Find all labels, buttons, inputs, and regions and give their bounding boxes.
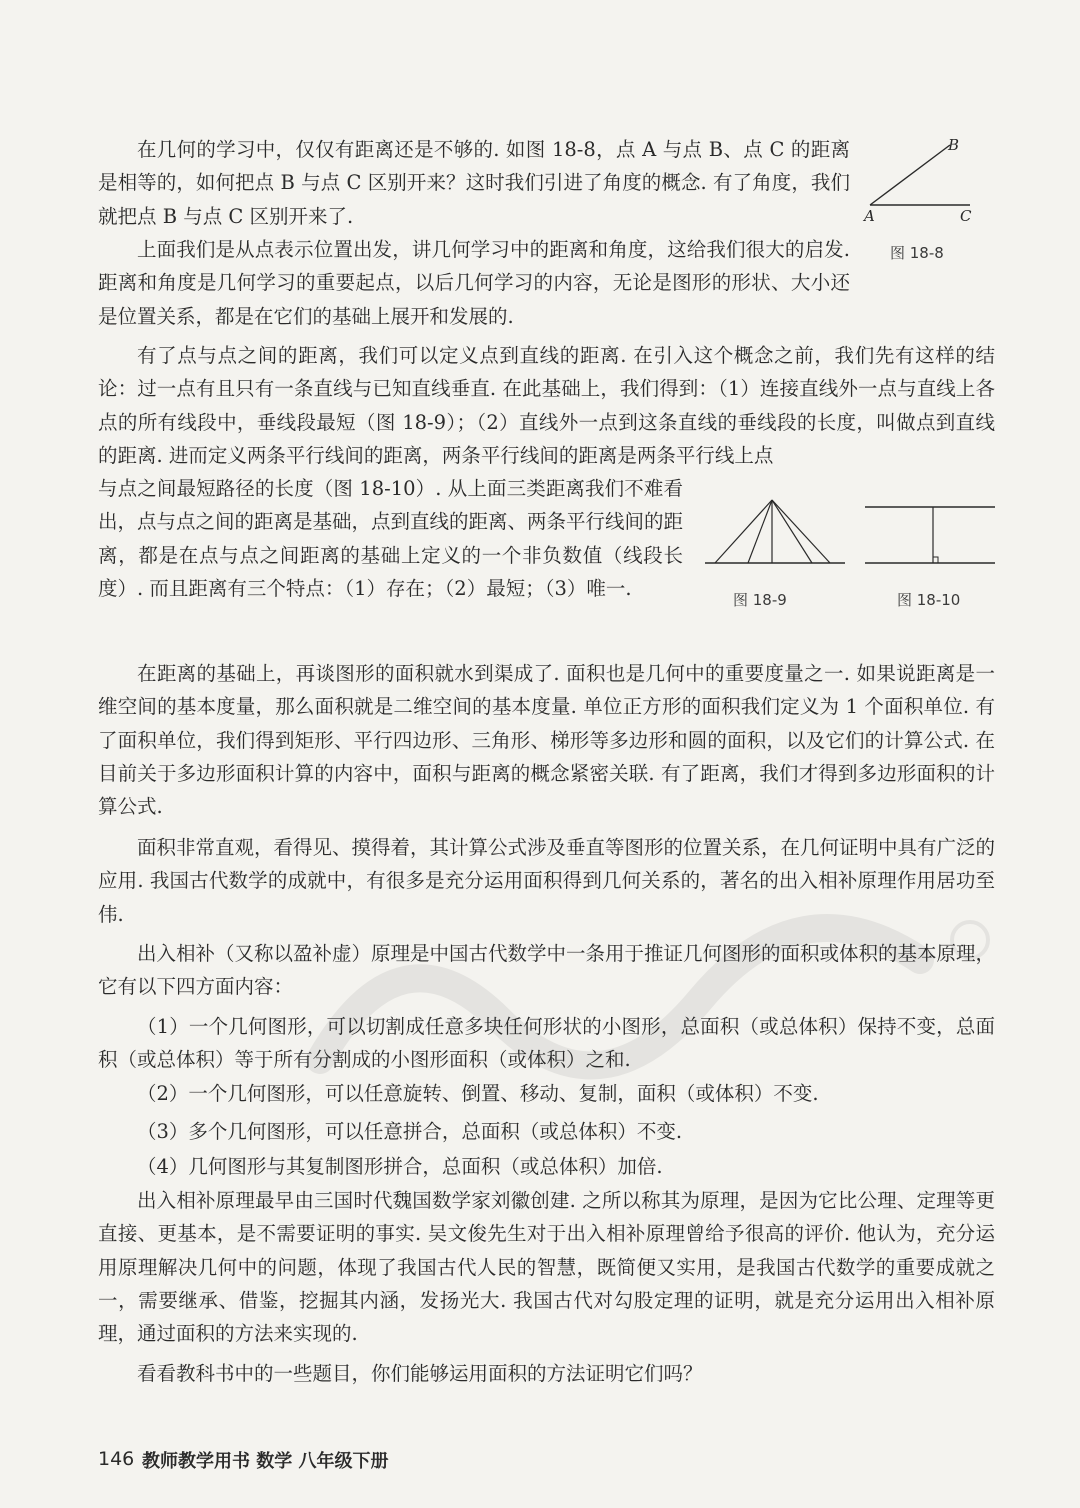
figure-18-8 bbox=[860, 135, 990, 225]
paragraph-point-line-distance: 有了点与点之间的距离，我们可以定义点到直线的距离. 在引入这个概念之前，我们先有这样的结论：过一点有且只有一条直线与已知直线垂直. 在此基础上，我们得到：（1）连接直线外一点与直线上各点的所有线段中，垂线段最短（图 18-9）；（2）直线外一点到这条直线的垂线段的长度，叫做点到直线的距离. 进而定义两条平行线间的距离，两条平行线间的距离是两条平行线上点 bbox=[98, 344, 995, 467]
paragraph-liu-hui: 出入相补原理最早由三国时代魏国数学家刘徽创建. 之所以称其为原理，是因为它比公理、定理等更直接、更基本，是不需要证明的事实. 吴文俊先生对于出入相补原理曾给予很高的评价. 他认为，充分运用原理解决几何中的问题，体现了我国古代人民的智慧，既简便又实用，是我国古代数学的重要成就之一，需要继承、借鉴，挖掘其内涵，发扬光大. 我国古代对勾股定理的证明，就是充分运用出入相补原理，通过面积的方法来实现的. bbox=[98, 1189, 995, 1346]
page-number: 146 bbox=[98, 1448, 135, 1470]
paragraph-principle-intro: 出入相补（又称以盈补虚）原理是中国古代数学中一条用于推证几何图形的面积或体积的基本原理，它有以下四方面内容： bbox=[98, 942, 996, 999]
principle-item-1: （1）一个几何图形，可以切割成任意多块任何形状的小图形，总面积（或总体积）保持不变，总面积（或总体积）等于所有分割成的小图形面积（或体积）之和. bbox=[98, 1015, 995, 1072]
figure-18-10 bbox=[860, 495, 1000, 575]
paragraph-area-intuitive: 面积非常直观，看得见、摸得着，其计算公式涉及垂直等图形的位置关系，在几何证明中具有广泛的应用. 我国古代数学的成就中，有很多是充分运用面积得到几何关系的，著名的出入相补原理作用居功至伟. bbox=[98, 836, 996, 926]
figure-18-9 bbox=[700, 495, 850, 575]
principle-item-4: （4）几何图形与其复制图形拼合，总面积（或总体积）加倍. bbox=[137, 1155, 663, 1178]
paragraph-distance-properties: 与点之间最短路径的长度（图 18-10）. 从上面三类距离我们不难看出，点与点之间的距离是基础，点到直线的距离、两条平行线间的距离，都是在点与点之间距离的基础上定义的一个非负数值（线段长度）. 而且距离有三个特点：（1）存在；（2）最短；（3）唯一. bbox=[98, 477, 684, 600]
paragraph-angle-intro: 在几何的学习中，仅仅有距离还是不够的. 如图 18-8，点 A 与点 B、点 C 的距离是相等的，如何把点 B 与点 C 区别开来？这时我们引进了角度的概念. 有了角度，我们就把点 B 与点 C 区别开来了. bbox=[98, 138, 850, 228]
caption-fig-18-10: 图 18-10 bbox=[897, 591, 961, 609]
principle-item-3: （3）多个几何图形，可以任意拼合，总面积（或总体积）不变. bbox=[137, 1120, 683, 1143]
book-title: 教师教学用书 数学 八年级下册 bbox=[142, 1451, 389, 1472]
principle-item-2: （2）一个几何图形，可以任意旋转、倒置、移动、复制，面积（或体积）不变. bbox=[137, 1082, 819, 1105]
label-c: C bbox=[960, 207, 972, 225]
label-b: B bbox=[948, 136, 960, 154]
paragraph-question: 看看教科书中的一些题目，你们能够运用面积的方法证明它们吗？ bbox=[137, 1362, 703, 1385]
caption-fig-18-9: 图 18-9 bbox=[733, 591, 787, 609]
paragraph-starting-point: 上面我们是从点表示位置出发，讲几何学习中的距离和角度，这给我们很大的启发. 距离和角度是几何学习的重要起点，以后几何学习的内容，无论是图形的形状、大小还是位置关系，都是在它们的基础上展开和发展的. bbox=[98, 238, 850, 328]
label-a: A bbox=[864, 207, 875, 225]
caption-fig-18-8: 图 18-8 bbox=[890, 244, 944, 262]
paragraph-area: 在距离的基础上，再谈图形的面积就水到渠成了. 面积也是几何中的重要度量之一. 如果说距离是一维空间的基本度量，那么面积就是二维空间的基本度量. 单位正方形的面积我们定义为 1 个面积单位. 有了面积单位，我们得到矩形、平行四边形、三角形、梯形等多边形和圆的面积，以及它们的计算公式. 在目前关于多边形面积计算的内容中，面积与距离的概念紧密关联. 有了距离，我们才得到多边形面积的计算公式. bbox=[98, 662, 995, 819]
